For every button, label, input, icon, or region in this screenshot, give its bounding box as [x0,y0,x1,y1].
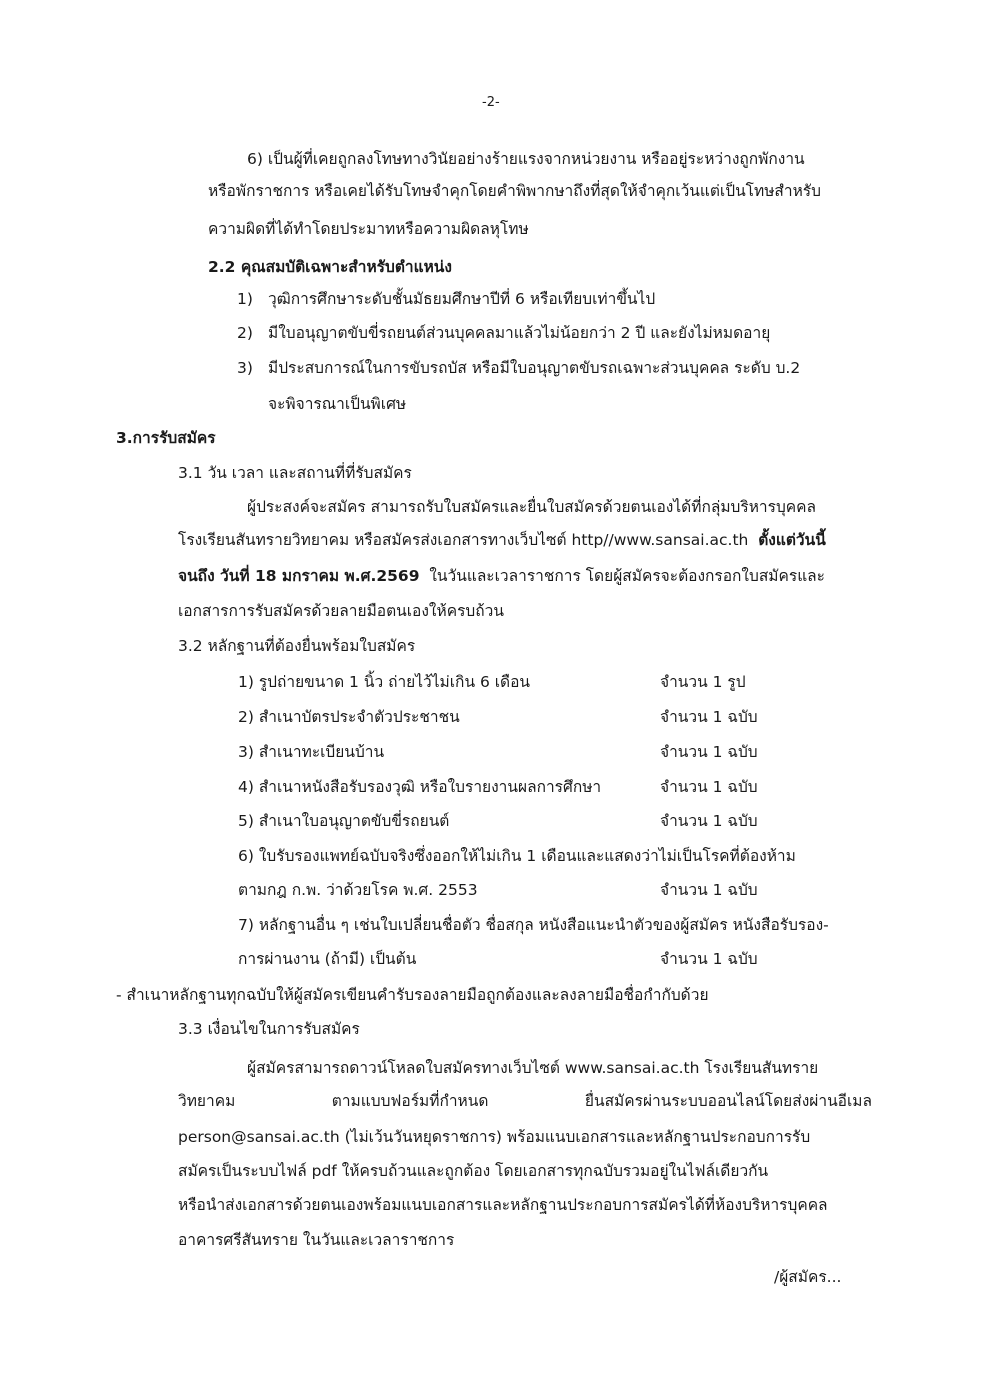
doc-7-qty: จำนวน 1 ฉบับ [660,950,758,968]
doc-5-text: 5) สำเนาใบอนุญาตขับขี่รถยนต์ [238,812,450,830]
s31-line3-bold: จนถึง วันที่ 18 มกราคม พ.ศ.2569 [178,567,420,585]
doc-7-cont: การผ่านงาน (ถ้ามี) เป็นต้น [238,950,417,968]
qual-2-text: มีใบอนุญาตขับขี่รถยนต์ส่วนบุคคลมาแล้วไม่น้อยกว่า 2 ปี และยังไม่หมดอายุ [268,324,771,342]
doc-4-text: 4) สำเนาหนังสือรับรองวุฒิ หรือใบรายงานผลการศึกษา [238,778,602,796]
s31-line3-text: ในวันและเวลาราชการ โดยผู้สมัครจะต้องกรอกใบสมัครและ [429,567,826,585]
s33-line1: ผู้สมัครสามารถดาวน์โหลดใบสมัครทางเว็บไซต์ www.sansai.ac.th โรงเรียนสันทราย [247,1059,819,1077]
s32-note: - สำเนาหลักฐานทุกฉบับให้ผู้สมัครเขียนคำรับรองลายมือถูกต้องและลงลายมือชื่อกำกับด้วย [116,986,709,1004]
doc-2-text: 2) สำเนาบัตรประจำตัวประชาชน [238,708,460,726]
s33-line2: วิทยาคม ตามแบบฟอร์มที่กำหนด ยื่นสมัครผ่านระบบออนไลน์โดยส่งผ่านอีเมล [178,1092,872,1110]
doc-1-qty: จำนวน 1 รูป [660,673,746,691]
s33-line4: สมัครเป็นระบบไฟล์ pdf ให้ครบถ้วนและถูกต้อง โดยเอกสารทุกฉบับรวมอยู่ในไฟล์เดียวกัน [178,1162,769,1180]
s31-line2 [178,529,826,551]
doc-5-qty: จำนวน 1 ฉบับ [660,812,758,830]
doc-7-text: 7) หลักฐานอื่น ๆ เช่นใบเปลี่ยนชื่อตัว ชื่อสกุล หนังสือแนะนำตัวของผู้สมัคร หนังสือรับรอง- [238,916,829,934]
item6-line1: 6) เป็นผู้ที่เคยถูกลงโทษทางวินัยอย่างร้ายแรงจากหน่วยงาน หรืออยู่ระหว่างถูกพักงาน [247,150,805,168]
item6-line3: ความผิดที่ได้ทำโดยประมาทหรือความผิดลหุโทษ [208,220,529,238]
qual-3-num: 3) [237,359,253,377]
section-3-1-heading: 3.1 วัน เวลา และสถานที่ที่รับสมัคร [178,464,412,482]
section-3-2-heading: 3.2 หลักฐานที่ต้องยื่นพร้อมใบสมัคร [178,637,416,655]
qual-3-text: มีประสบการณ์ในการขับรถบัส หรือมีใบอนุญาตขับรถเฉพาะส่วนบุคคล ระดับ บ.2 [268,359,801,377]
s31-line1: ผู้ประสงค์จะสมัคร สามารถรับใบสมัครและยื่นใบสมัครด้วยตนเองได้ที่กลุ่มบริหารบุคคล [247,498,817,516]
doc-6-cont: ตามกฎ ก.พ. ว่าด้วยโรค พ.ศ. 2553 [238,881,478,899]
section-3-heading: 3.การรับสมัคร [116,429,216,447]
item6-line2: หรือพักราชการ หรือเคยได้รับโทษจำคุกโดยคำพิพากษาถึงที่สุดให้จำคุกเว้นแต่เป็นโทษสำหรับ [208,182,821,200]
s33-line6: อาคารศรีสันทราย ในวันและเวลาราชการ [178,1231,455,1249]
qual-2-num: 2) [237,324,253,342]
qual-1-text: วุฒิการศึกษาระดับชั้นมัธยมศึกษาปีที่ 6 หรือเทียบเท่าขึ้นไป [268,290,656,308]
s31-line3 [178,565,825,587]
section-2-2-heading: 2.2 คุณสมบัติเฉพาะสำหรับตำแหน่ง [208,258,452,276]
s31-line2-text: โรงเรียนสันทรายวิทยาคม หรือสมัครส่งเอกสารทางเว็บไซต์ http//www.sansai.ac.th [178,531,749,549]
doc-3-text: 3) สำเนาทะเบียนบ้าน [238,743,385,761]
continuation-marker: /ผู้สมัคร... [774,1268,842,1286]
s31-line2-bold: ตั้งแต่วันนี้ [758,531,826,549]
page-number: -2- [482,95,500,110]
doc-2-qty: จำนวน 1 ฉบับ [660,708,758,726]
doc-6-text: 6) ใบรับรองแพทย์ฉบับจริงซึ่งออกให้ไม่เกิน 1 เดือนและแสดงว่าไม่เป็นโรคที่ต้องห้าม [238,847,796,865]
s33-line5: หรือนำส่งเอกสารด้วยตนเองพร้อมแนบเอกสารและหลักฐานประกอบการสมัครได้ที่ห้องบริหารบุคคล [178,1196,828,1214]
doc-3-qty: จำนวน 1 ฉบับ [660,743,758,761]
s31-line4: เอกสารการรับสมัครด้วยลายมือตนเองให้ครบถ้วน [178,602,504,620]
section-3-3-heading: 3.3 เงื่อนไขในการรับสมัคร [178,1020,360,1038]
qual-3-cont: จะพิจารณาเป็นพิเศษ [268,395,407,413]
doc-6-qty: จำนวน 1 ฉบับ [660,881,758,899]
doc-4-qty: จำนวน 1 ฉบับ [660,778,758,796]
qual-1-num: 1) [237,290,253,308]
s33-line3: person@sansai.ac.th (ไม่เว้นวันหยุดราชการ) พร้อมแนบเอกสารและหลักฐานประกอบการรับ [178,1128,811,1146]
doc-1-text: 1) รูปถ่ายขนาด 1 นิ้ว ถ่ายไว้ไม่เกิน 6 เดือน [238,673,531,691]
